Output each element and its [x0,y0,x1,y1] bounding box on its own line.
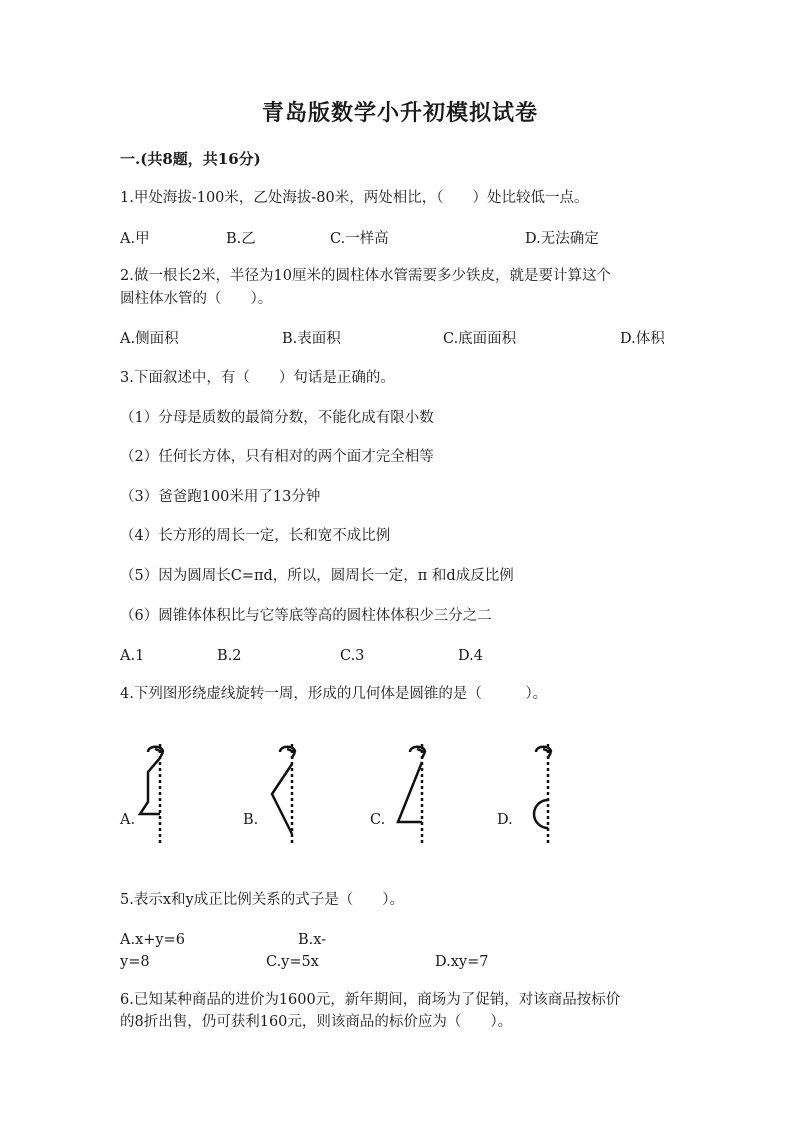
question-3-option-d[interactable]: D.4 [458,648,483,664]
page-title: 青岛版数学小升初模拟试卷 [261,100,538,126]
question-5-stem: 5.表示x和y成正比例关系的式子是（ ）。 [120,892,404,908]
question-1-option-c[interactable]: C.一样高 [330,231,389,247]
question-2-option-a[interactable]: A.侧面积 [120,331,179,347]
question-6-stem-line-1: 6.已知某种商品的进价为1600元，新年期间，商场为了促销，对该商品按标价 [120,992,621,1008]
question-2-stem-line-1: 2.做一根长2米，半径为10厘米的圆柱体水管需要多少铁皮，就是要计算这个 [120,268,612,284]
trapezoid-rotation-figure-icon[interactable] [130,738,180,848]
question-1-option-b[interactable]: B.乙 [226,231,256,247]
question-3-statement-4: （4）长方形的周长一定，长和宽不成比例 [120,528,391,544]
figure-d-label[interactable]: D. [497,812,513,828]
question-2-stem-line-2: 圆柱体水管的（ ）。 [120,291,273,307]
kite-rotation-figure-icon[interactable] [262,738,312,848]
question-3-option-c[interactable]: C.3 [340,648,365,664]
question-5-option-a[interactable]: A.x+y=6 [120,932,185,948]
figure-b-label[interactable]: B. [243,812,259,828]
question-5-option-c[interactable]: C.y=5x [266,954,319,970]
question-3-statement-6: （6）圆锥体体积比与它等底等高的圆柱体体积少三分之二 [120,608,492,624]
figure-c-label[interactable]: C. [370,812,386,828]
question-3-option-b[interactable]: B.2 [217,648,242,664]
question-5-option-d[interactable]: D.xy=7 [435,954,489,970]
question-4-stem: 4.下列图形绕虚线旋转一周，形成的几何体是圆锥的是（ ）。 [120,686,548,702]
question-1-option-d[interactable]: D.无法确定 [525,231,599,247]
question-3-statement-1: （1）分母是质数的最简分数，不能化成有限小数 [120,410,434,426]
question-1-option-a[interactable]: A.甲 [120,231,150,247]
question-2-option-d[interactable]: D.体积 [620,331,665,347]
figure-a-label[interactable]: A. [120,812,136,828]
question-1-stem: 1.甲处海拔-100米，乙处海拔-80米，两处相比，（ ）处比较低一点。 [120,190,589,206]
triangle-rotation-figure-icon[interactable] [392,738,442,848]
question-2-option-c[interactable]: C.底面面积 [443,331,517,347]
question-2-option-b[interactable]: B.表面积 [282,331,341,347]
question-3-option-a[interactable]: A.1 [120,648,145,664]
question-5-option-b-continued[interactable]: y=8 [120,954,150,970]
question-5-option-b[interactable]: B.x- [298,932,327,948]
section-heading: 一.(共8题，共16分) [120,150,261,168]
question-3-statement-2: （2）任何长方体，只有相对的两个面才完全相等 [120,449,434,465]
semicircle-rotation-figure-icon[interactable] [518,738,568,848]
question-3-statement-3: （3）爸爸跑100米用了13分钟 [120,489,321,505]
question-6-stem-line-2: 的8折出售，仍可获利160元，则该商品的标价应为（ ）。 [120,1014,513,1030]
question-3-stem: 3.下面叙述中，有（ ）句话是正确的。 [120,370,395,386]
question-3-statement-5: （5）因为圆周长C=πd，所以，圆周长一定，π 和d成反比例 [120,568,514,584]
